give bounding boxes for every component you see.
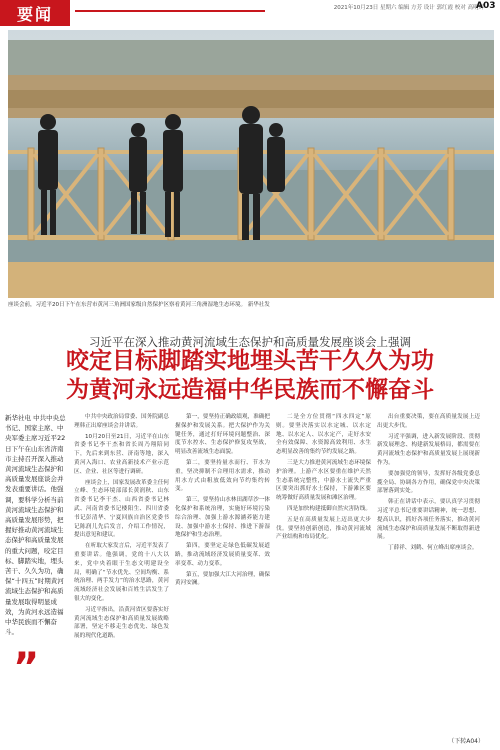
body-paragraph: 习近平强调，进入新发展阶段、贯彻新发展理念、构建新发展格局，都需要在黄河流域生态保护和高质量发展上展现新作为。: [377, 433, 480, 466]
continued-link[interactable]: （下转A04）: [448, 738, 484, 745]
quote-mark: ”: [13, 645, 40, 691]
body-paragraph: 要加强党的领导，发挥好各级党委总揽全局、协调各方作用，确保党中央决策部署落到实处。: [377, 470, 480, 495]
body-column-4: [377, 413, 480, 555]
body-paragraph: 10月20日至21日，习近平在山东省委书记李干杰和省长周乃翔陪同下，先后来到东营、济南等地，深入黄河入海口、农业高新技术产业示范区、企业、社区等进行调研。: [74, 433, 169, 475]
body-paragraph: 在听取大家发言后，习近平发表了重要讲话。他强调，党的十八大以来，党中央着眼于生态文明建设全局，明确了“节水优先、空间均衡、系统治理、两手发力”的治水思路，黄河流域经济社会发展和百姓生活发生了很大的变化。: [74, 543, 169, 602]
kicker-line: 习近平在深入推动黄河流域生态保护和高质量发展座谈会上强调: [89, 335, 411, 349]
section-tab: 要闻: [0, 0, 70, 26]
body-paragraph: 三是大力推进黄河流域生态环境保护治理。上游产水区要重在维护天然生态系统完整性，中游水土流失严重区要突出抓好水土保持，下游滩区要统筹做好高质量发展和滩区治理。: [276, 459, 371, 502]
photo-caption: 座谈会前，习近平20日下午在东营市黄河三角洲国家级自然保护区察看黄河三角洲湿地生态环境。 新华社发: [8, 302, 270, 308]
news-photo: [8, 30, 494, 298]
header-rule: [75, 10, 265, 12]
headline-line-1: 咬定目标脚踏实地埋头苦干久久为功: [66, 348, 434, 374]
body-paragraph: 二是全方位贯彻“四水四定”原则。要坚决落实以水定城、以水定地、以水定人、以水定产，走好水安全有效保障、水资源高效利用、水生态明显改善的集约节约发展之路。: [276, 414, 371, 456]
headline-line-2: 为黄河永远造福中华民族而不懈奋斗: [66, 377, 434, 403]
body-paragraph: 第五，要加强大江大河治理，确保黄河安澜。: [175, 571, 270, 587]
body-paragraph: 韩正在讲话中表示，要认真学习贯彻习近平总书记重要讲话精神，统一思想、提高认识，抓好各项任务落实，推动黄河流域生态保护和高质量发展不断取得新进展。: [377, 499, 480, 541]
page-header: [0, 0, 500, 30]
body-paragraph: 第三，要坚持山水林田湖草沙一体化保护和系统治理，实施好环境污染综合治理、加强上游水源涵养能力建设、加强中游水土保持、推进下游湿地保护和生态治理。: [175, 497, 270, 539]
body-column-1: [74, 413, 169, 643]
wetland-scene-image: [8, 30, 494, 298]
body-column-2: [175, 413, 270, 590]
body-paragraph: 中共中央政治局常委、国务院副总理韩正出席座谈会并讲话。: [74, 414, 169, 429]
body-paragraph: 五是在高质量发展上迈出更大步伐。要坚持创新创造，推动黄河流域产业结构和布局优化。: [276, 516, 371, 541]
body-column-3: [276, 413, 371, 544]
body-paragraph: 第二，要坚持量水而行、节水为重，坚决抑制不合理用水需求，推动用水方式由粗放低效向节约集约转变。: [175, 459, 270, 493]
body-paragraph: 第一，要坚持正确政绩观，准确把握保护和发展关系。把大保护作为关键任务，通过打好环境问题整治、深度节水控水、生态保护修复攻坚战，明显改善流域生态面貌。: [175, 414, 270, 456]
body-paragraph: 丁薛祥、刘鹤、何立峰出席座谈会。: [388, 545, 478, 552]
body-paragraph: 四是加快构建抵御自然灾害防线。: [287, 505, 371, 512]
page-number: A03: [476, 1, 496, 11]
date-line: 2021年10月23日 星期六 编辑 方芳 设计 郭红霞 校对 高明辉: [333, 5, 484, 11]
lead-paragraph: 新华社电 中共中央总书记、国家主席、中央军委主席习近平22日下午在山东省济南市主持召开深入推动黄河流域生态保护和高质量发展座谈会并发表重要讲话。他强调，要科学分析当前黄河流域生态保护和高质量发展形势，把握好推动黄河流域生态保护和高质量发展的重大问题，咬定目标、脚踏实地，埋头苦干、久久为功，确保“十四五”时期黄河流域生态保护和高质量发展取得明显成效，为黄河永远造福中华民族而不懈奋斗。: [5, 414, 66, 637]
body-paragraph: 第四，要坚定走绿色低碳发展道路，推动流域经济发展质量变革、效率变革、动力变革。: [175, 543, 270, 567]
body-paragraph: 座谈会上，国家发展改革委主任何立峰、生态环境部部长黄润秋、山东省委书记李干杰、山西省委书记林武、河南省委书记楼阳生、四川省委书记彭清华、宁夏回族自治区党委书记陈润儿先后发言，介绍工作情况，提出意见和建议。: [74, 479, 169, 539]
body-paragraph: 出台重要决策，要在高质量发展上迈出更大步伐。: [377, 414, 480, 429]
body-paragraph: 习近平指出，沿黄河省区要落实好黄河流域生态保护和高质量发展战略部署，坚定不移走生态优先、绿色发展的现代化道路。: [74, 606, 169, 640]
